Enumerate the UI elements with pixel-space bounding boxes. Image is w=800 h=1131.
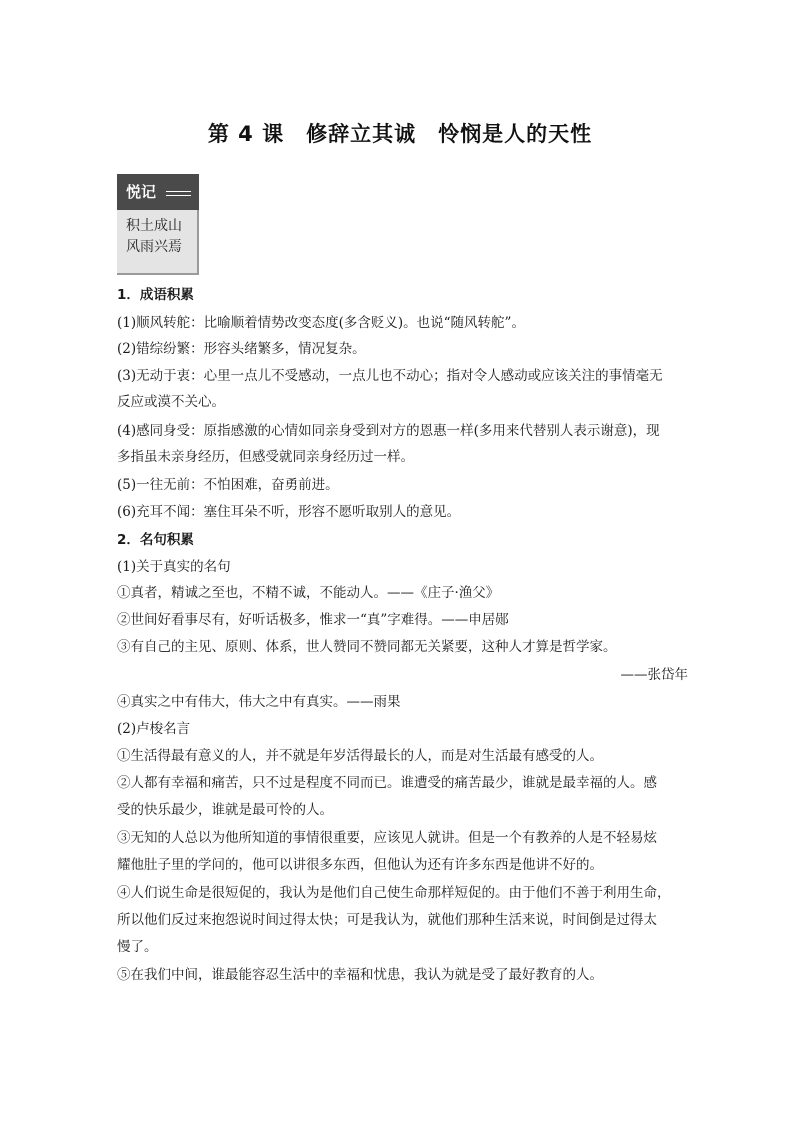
text-line: 受的快乐最少，谁就是最可怜的人。: [117, 802, 333, 818]
attribution: ——张岱年: [620, 667, 688, 683]
text-line: (4)感同身受：原指感激的心情如同亲身受到对方的恩惠一样(多用来代替别人表示谢意)，现: [117, 423, 660, 439]
text-line: ④真实之中有伟大，伟大之中有真实。——雨果: [117, 694, 401, 710]
text-line: ③有自己的主见、原则、体系，世人赞同不赞同都无关紧要，这种人才算是哲学家。: [117, 639, 617, 655]
section-badge: [117, 174, 201, 275]
text-line: ①生活得最有意义的人，并不就是年岁活得最长的人，而是对生活最有感受的人。: [117, 748, 603, 764]
text-line: (6)充耳不闻：塞住耳朵不听，形容不愿听取别人的意见。: [117, 504, 461, 520]
text-line: ②世间好看事尽有，好听话极多，惟求一“真”字难得。——申居郧: [117, 612, 509, 628]
text-line: (2)错综纷繁：形容头绪繁多，情况复杂。: [117, 341, 366, 357]
text-line: ②人都有幸福和痛苦，只不过是程度不同而已。谁遭受的痛苦最少，谁就是最幸福的人。感: [117, 775, 657, 791]
text-line: 多指虽未亲身经历，但感受就同亲身经历过一样。: [117, 449, 414, 465]
text-line: (1)关于真实的名句: [117, 559, 231, 575]
text-line: ⑤在我们中间，谁最能容忍生活中的幸福和忧患，我认为就是受了最好教育的人。: [117, 967, 603, 983]
badge-motto-line: 风雨兴焉: [126, 239, 182, 255]
text-line: ①真者，精诚之至也，不精不诚，不能动人。——《庄子·渔父》: [117, 585, 500, 601]
text-line: 反应或漠不关心。: [117, 394, 225, 410]
badge-motto: [117, 210, 199, 275]
badge-divider: [166, 191, 191, 192]
badge-divider: [166, 195, 191, 196]
section-heading: 2．名句积累: [117, 532, 194, 548]
text-line: 慢了。: [117, 939, 158, 955]
text-line: (1)顺风转舵：比喻顺着情势改变态度(多含贬义)。也说“随风转舵”。: [117, 315, 525, 331]
page-title: 第 4 课 修辞立其诚 怜悯是人的天性: [207, 122, 593, 146]
text-line: ④人们说生命是很短促的，我认为是他们自己使生命那样短促的。由于他们不善于利用生命，: [117, 885, 671, 901]
badge-label: 悦记: [117, 174, 199, 210]
section-heading: 1．成语积累: [117, 287, 194, 303]
text-line: ③无知的人总以为他所知道的事情很重要，应该见人就讲。但是一个有教养的人是不轻易炫: [117, 830, 657, 846]
text-line: 所以他们反过来抱怨说时间过得太快；可是我认为，就他们那种生活来说，时间倒是过得太: [117, 912, 657, 928]
text-line: (2)卢梭名言: [117, 721, 191, 737]
badge-motto-line: 积土成山: [126, 218, 182, 234]
text-line: 耀他肚子里的学问的，他可以讲很多东西，但他认为还有许多东西是他讲不好的。: [117, 857, 603, 873]
text-line: (5)一往无前：不怕困难，奋勇前进。: [117, 477, 339, 493]
text-line: (3)无动于衷：心里一点儿不受感动，一点儿也不动心；指对令人感动或应该关注的事情毫无: [117, 368, 663, 384]
